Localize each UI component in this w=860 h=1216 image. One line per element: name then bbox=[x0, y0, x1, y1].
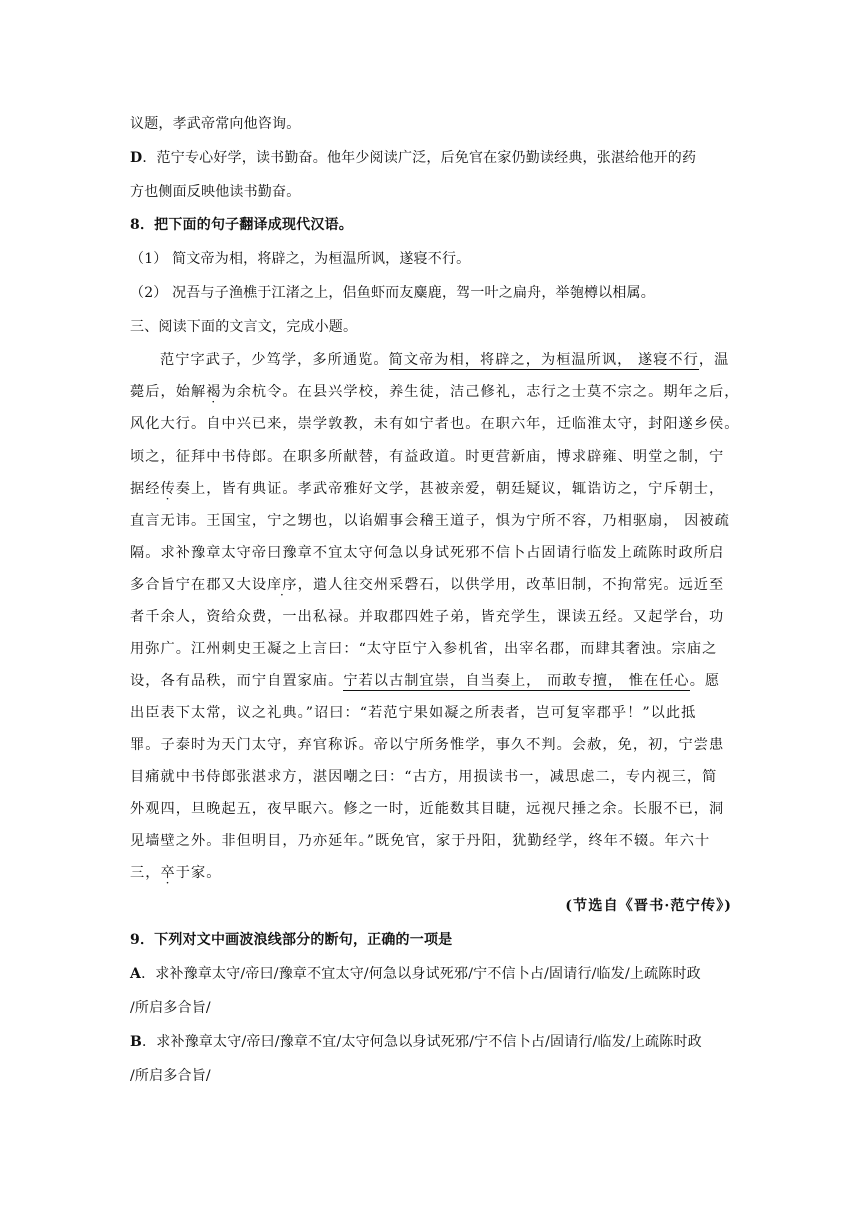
q9-title: 9．下列对文中画波浪线部分的断句，正确的一项是 bbox=[130, 932, 453, 948]
passage-line-9: 者千余人，资给众费，一出私禄。并取郡四姓子弟，皆充学生，课读五经。又起学台，功 bbox=[130, 609, 725, 625]
q9-option-b-text: ．求补豫章太守/帝曰/豫章不宜/太守何急以身试死邪/宁不信卜占/固请行/临发/上疏陈时政 bbox=[142, 1034, 702, 1050]
section-3-title: 三、阅读下面的文言文，完成小题。 bbox=[130, 319, 358, 335]
passage-line-17: 三，卒于家。 bbox=[130, 865, 222, 881]
passage-line-4: 顷之，征拜中书侍郎。在职多所献替，有益政道。时更营新庙，博求辟雍、明堂之制，宁 bbox=[130, 449, 725, 465]
dotted-word-zu: 卒 bbox=[160, 865, 176, 881]
option-d-text: ．范宁专心好学，读书勤奋。他年少阅读广泛，后免官在家仍勤读经典，张湛给他开的药 bbox=[142, 150, 697, 166]
passage-line-3: 风化大行。自中兴已来，崇学敦教，未有如宁者也。在职六年，迁临淮太守，封阳遂乡侯。 bbox=[130, 416, 740, 432]
passage-line-16: 见墙壁之外。非但明目，乃亦延年。”既免官，家于丹阳，犹勤经学，终年不辍。年六十 bbox=[130, 833, 711, 849]
passage-source: (节选自《晋书·范宁传》) bbox=[565, 898, 732, 914]
q7-line-1: 议题，孝武帝常向他咨询。 bbox=[130, 116, 301, 132]
dotted-word-xiangxu: 庠序 bbox=[267, 577, 298, 593]
passage-line-15: 外观四，旦晚起五，夜早眠六。修之一时，近能数其目睫，远视尺捶之余。长服不已，洞 bbox=[130, 801, 725, 817]
passage-line-13: 罪。子泰时为天门太守，弃官称诉。帝以宁所务惟学，事久不判。会赦，免，初，宁尝患 bbox=[130, 737, 725, 753]
q9-option-a-text: ．求补豫章太守/帝曰/豫章不宜太守/何急以身试死邪/宁不信卜占/固请行/临发/上疏陈时政 bbox=[141, 966, 701, 982]
q9-option-b-line-1 bbox=[130, 1031, 702, 1051]
q9-option-a-line-1 bbox=[130, 963, 701, 983]
q8-sentence-2: （2） 况吾与子渔樵于江渚之上，侣鱼虾而友麋鹿，驾一叶之扁舟，举匏樽以相属。 bbox=[130, 285, 655, 301]
passage-line-6: 直言无讳。王国宝，宁之甥也，以谄媚事会稽王道子，惧为宁所不容，乃相驱扇， 因被疏 bbox=[130, 513, 730, 529]
passage-line-8: 多合旨宁在郡又大设庠序，遣人往交州采磬石，以供学用，改革旧制，不拘常宪。远近至 bbox=[130, 577, 725, 593]
passage-line-7: 隔。求补豫章太守帝曰豫章不宜太守何急以身试死邪不信卜占固请行临发上疏陈时政所启 bbox=[130, 545, 725, 561]
passage-line-1: 范宁字武子，少笃学，多所通览。简文帝为相，将辟之，为桓温所讽， 遂寝不行，温 bbox=[160, 352, 730, 368]
q8-title: 8．把下面的句子翻译成现代汉语。 bbox=[130, 217, 353, 233]
q9-option-b-label: B bbox=[130, 1034, 143, 1050]
q7-option-d-line-2: 方也侧面反映他读书勤奋。 bbox=[130, 184, 301, 200]
passage-line-14: 目痛就中书侍郎张湛求方，湛因嘲之曰：“古方，用损读书一，减思虑二，专内视三，简 bbox=[130, 769, 718, 785]
passage-line-11: 设，各有品秩，而宁自置家庙。宁若以古制宜崇，自当奏上， 而敢专擅， 惟在任心。愿 bbox=[130, 673, 721, 689]
passage-line-5: 据经传奏上，皆有典证。孝武帝雅好文学，甚被亲爱，朝廷疑议，辄诰访之，宁斥朝士， bbox=[130, 481, 725, 497]
passage-line-2: 薨后，始解褐为余杭令。在县兴学校，养生徒，洁己修礼，志行之士莫不宗之。期年之后， bbox=[130, 384, 740, 400]
q7-option-d-line-1 bbox=[130, 147, 696, 167]
q8-sentence-1: （1） 简文帝为相，将辟之，为桓温所讽，遂寝不行。 bbox=[130, 251, 471, 267]
underlined-sentence-1: 简文帝为相，将辟之，为桓温所讽， 遂寝不行 bbox=[388, 352, 699, 368]
option-d-label: D bbox=[130, 150, 143, 166]
dotted-word-zhuan: 传 bbox=[160, 481, 176, 497]
underlined-sentence-2: 宁若以古制宜崇，自当奏上， 而敢专擅， 惟在任心 bbox=[343, 673, 690, 689]
passage-line-12: 出臣表下太常，议之礼典。”诏曰：“若范宁果如凝之所表者，岂可复宰郡乎！”以此抵 bbox=[130, 705, 697, 721]
passage-line-10: 用弥广。江州刺史王凝之上言曰：“太守臣宁入参机省，出宰名郡，而肆其奢浊。宗庙之 bbox=[130, 641, 718, 657]
q9-option-a-label: A bbox=[130, 966, 142, 982]
q9-option-a-line-2: /所启多合旨/ bbox=[130, 1000, 211, 1016]
q9-option-b-line-2: /所启多合旨/ bbox=[130, 1068, 211, 1084]
dotted-word-he: 褐 bbox=[206, 384, 222, 400]
